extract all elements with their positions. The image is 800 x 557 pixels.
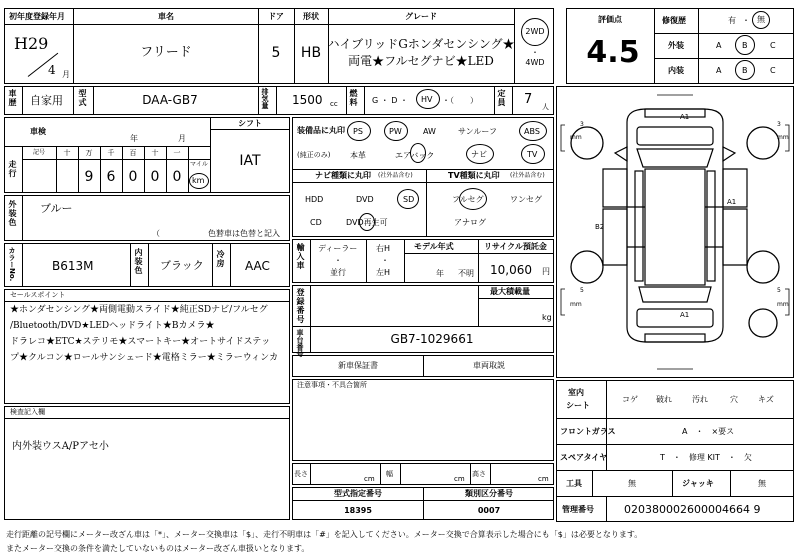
type-no-value: 18395 — [344, 506, 372, 515]
displacement-value: 1500 — [292, 93, 323, 107]
color-label: 外装色 — [8, 200, 17, 227]
model-year-unit: 年 — [436, 269, 444, 278]
spare-wheel — [749, 309, 777, 337]
diagram-a1-top: A1 — [680, 113, 690, 121]
interior-label: 内装 — [668, 66, 684, 75]
ac-value: AAC — [245, 259, 270, 273]
model-value: DAA-GB7 — [142, 93, 198, 107]
inspector-label: 検査記入欄 — [10, 408, 45, 416]
import-parallel: 並行 — [330, 268, 346, 277]
grade-line2: 両電★フルセグナビ★LED — [348, 54, 494, 68]
right-door-rear — [723, 209, 747, 265]
sales-label: セールスポイント — [10, 291, 66, 299]
shaken-label: 車検 — [30, 127, 46, 136]
fuel-options: G ・ D ・ — [372, 96, 408, 105]
wheel-front-right — [747, 127, 779, 159]
model-label: 型式 — [78, 89, 87, 107]
import-dot: ・ — [334, 256, 342, 265]
sales-line-1: ★ホンダセンシング★両側電動スライド★純正SDナビ/フルセグ — [10, 305, 268, 315]
displacement-label: 排気量 — [261, 88, 269, 109]
exterior-grade-a: A — [716, 41, 722, 50]
wheel-rear-left — [571, 251, 603, 283]
month-value: 4 — [48, 63, 56, 77]
color-note: 色替車は色替と記入 — [208, 229, 280, 238]
color-code-label: カラーNo. — [8, 247, 16, 282]
wheel-front-left — [571, 127, 603, 159]
height-label: 高さ — [472, 470, 486, 478]
grade-label: グレード — [405, 12, 437, 21]
car-body-outline — [627, 109, 723, 342]
navi-sd: SD — [403, 195, 415, 204]
import-dot-2: ・ — [381, 256, 389, 265]
type-no-label: 型式指定番号 — [334, 489, 382, 498]
shaken-month-unit: 月 — [178, 134, 186, 143]
bracket-3-left: 3 — [580, 121, 584, 128]
warranty-label: 新車保証書 — [338, 361, 378, 370]
capacity-label: 定員 — [497, 89, 506, 107]
length-label: 長さ — [294, 470, 308, 478]
diagram-a1-bottom: A1 — [680, 311, 690, 319]
digit-label-4: 百 — [129, 149, 137, 157]
usage-value: 自家用 — [30, 94, 63, 107]
equip-pw: PW — [389, 127, 402, 136]
recycle-value: 10,060 — [490, 263, 532, 277]
tools-value: 無 — [628, 479, 636, 488]
windshield — [637, 149, 713, 167]
tools-label: 工具 — [566, 479, 582, 488]
right-mirror — [723, 147, 735, 161]
navi-dvd-play: DVD再生可 — [346, 218, 388, 227]
tv-analog: アナログ — [454, 218, 486, 227]
bracket-3-right: 3 — [777, 121, 781, 128]
sales-line-2: /Bluetooth/DVD★LEDヘッドライト★Bカメラ★ — [10, 321, 215, 331]
interior-color-value: ブラック — [160, 259, 204, 272]
equip-tv: TV — [527, 150, 538, 159]
import-label: 輸入車 — [296, 243, 305, 270]
recycle-label: リサイクル預託金 — [484, 242, 547, 251]
recycle-yen: 円 — [542, 267, 550, 276]
era-year: H29 — [14, 34, 49, 53]
digit-label-2: 万 — [85, 149, 93, 157]
exterior-grade-b: B — [742, 41, 748, 50]
footer-line-2: またメーター交換の条件を満たしていないものはメーター改ざん車扱いとなります。 — [6, 544, 310, 553]
tv-fullseg: フルセグ — [452, 195, 484, 204]
class-no-value: 0007 — [477, 506, 501, 515]
car-diagram — [557, 87, 793, 377]
color-code-value: B613M — [52, 259, 94, 273]
front-panel — [637, 127, 713, 145]
interior-grade-a: A — [716, 66, 722, 75]
max-load-kg: kg — [542, 313, 552, 322]
width-unit: cm — [454, 475, 465, 483]
jack-label: ジャッキ — [682, 479, 714, 488]
front-bumper — [645, 109, 705, 117]
rear-bumper — [645, 334, 705, 342]
mileage-digit-4: 0 — [128, 169, 138, 185]
diagram-a1-side: A1 — [727, 198, 737, 206]
chassis-label: 車台番号 — [296, 329, 304, 357]
bracket-mm-left-2: mm — [570, 301, 582, 308]
height-unit: cm — [538, 475, 549, 483]
width-label: 幅 — [386, 470, 393, 478]
bracket-mm-right: mm — [777, 134, 789, 141]
bracket-5-left: 5 — [580, 287, 584, 294]
car-name-label: 車名 — [158, 12, 174, 21]
exterior-grade-c: C — [770, 41, 776, 50]
model-year-label: モデル年式 — [414, 242, 454, 251]
usage-label: 車歴 — [8, 89, 17, 107]
import-right-h: 右H — [376, 244, 391, 253]
equip-aw: AW — [423, 127, 436, 136]
inspector-box — [4, 406, 290, 520]
first-reg-label: 初年度登録年月 — [9, 12, 65, 21]
control-value: 020380002600004664 9 — [624, 503, 761, 516]
left-door-rear — [603, 209, 627, 265]
equipment-subtitle: (純正のみ) — [297, 151, 331, 159]
wheel-rear-right — [747, 251, 779, 283]
sales-line-3: ドラレコ★ETC★ステリモ★スマートキー★オートサイドステッ — [10, 337, 271, 347]
seat-opt-4: 穴 — [730, 395, 738, 404]
length-unit: cm — [364, 475, 375, 483]
diagram-b2: B2 — [595, 223, 605, 231]
digit-label-6: 一 — [173, 149, 181, 157]
shape-label: 形状 — [303, 12, 319, 21]
seat-opt-1: コゲ — [622, 395, 638, 404]
dims-box — [292, 463, 554, 485]
left-door-front — [603, 169, 627, 207]
color-value: ブルー — [40, 202, 73, 215]
grade-line1: ハイブリッドGホンダセンシング★ — [327, 37, 515, 51]
navi-dvd: DVD — [356, 195, 374, 204]
bracket-mm-right-2: mm — [777, 301, 789, 308]
fuel-selected: HV — [421, 95, 433, 104]
seat-opt-2: 破れ — [656, 395, 672, 404]
right-rocker — [707, 171, 715, 281]
interior-grade-b: B — [742, 66, 748, 75]
digit-label-5: 十 — [151, 149, 159, 157]
digit-label-1: 十 — [63, 149, 71, 157]
mileage-digit-3: 6 — [106, 169, 116, 185]
glass-options: A ・ ×要ス — [682, 427, 735, 436]
interior-color-label: 内装色 — [134, 248, 143, 275]
left-rocker — [635, 171, 643, 281]
spare-options: T ・ 修理 KIT ・ 欠 — [660, 453, 752, 462]
equip-navi: ナビ — [471, 150, 487, 159]
navi-sub: (社外品含む) — [378, 172, 413, 179]
footer-line-1: 走行距離の記号欄にメーター改ざん車は「*」、メーター交換車は「$」、走行不明車は「#」を記入してください。メーター交換で合算表示した場合にも「$」は必要となります。 — [6, 530, 643, 539]
interior-grade-c: C — [770, 66, 776, 75]
rear-panel — [637, 309, 713, 327]
doors-label: ドア — [268, 12, 284, 21]
seat-opt-5: キズ — [758, 395, 774, 404]
capacity-value: 7 — [524, 92, 533, 107]
class-no-label: 類別区分番号 — [465, 489, 513, 498]
fuel-label: 燃料 — [349, 89, 358, 107]
mileage-digit-2: 9 — [84, 169, 94, 185]
shift-label: シフト — [238, 119, 262, 128]
doors-value: 5 — [271, 45, 281, 61]
navi-hdd: HDD — [305, 195, 324, 204]
tv-title: TV種類に丸印 — [448, 171, 500, 180]
shape-value: HB — [300, 45, 322, 61]
mileage-digit-5: 0 — [150, 169, 160, 185]
equip-abs: ABS — [524, 127, 540, 136]
max-load-label: 最大積載量 — [490, 287, 530, 296]
import-left-h: 左H — [376, 268, 391, 277]
chassis-value: GB7-1029661 — [390, 332, 474, 346]
equip-leather: 本革 — [350, 151, 366, 160]
mileage-mark-label: 記号 — [32, 149, 46, 156]
sales-line-4: プ★クルコン★ロールサンシェード★電格ミラー★ミラーウィンカ — [10, 353, 279, 363]
car-name: フリード — [140, 45, 192, 60]
ac-label: 冷房 — [216, 250, 225, 268]
spare-label: スペアタイヤ — [560, 453, 608, 462]
inspector-text: 内外装ウスA/Pアセ小 — [12, 441, 109, 452]
registration-label: 登録番号 — [296, 288, 305, 324]
manual-label: 車両取説 — [473, 361, 505, 370]
repair-yes: 有 — [728, 16, 736, 25]
repair-label: 修復歴 — [662, 16, 686, 25]
color-note-paren: （ ） — [152, 229, 224, 238]
km-label: km — [192, 176, 205, 185]
drive-2wd: 2WD — [525, 27, 545, 36]
tv-sub: (社外品含む) — [510, 172, 545, 179]
capacity-unit: 人 — [542, 103, 549, 111]
drive-4wd: 4WD — [525, 58, 545, 67]
bracket-mm-left: mm — [570, 134, 582, 141]
score-label: 評価点 — [598, 15, 622, 24]
glass-label: フロントガラス — [560, 427, 616, 436]
tv-oneseg: ワンセグ — [510, 195, 542, 204]
mile-label: マイル — [190, 161, 208, 168]
fuel-paren: ・（ ） — [442, 96, 478, 105]
notes-label: 注意事項・不具合箇所 — [297, 381, 367, 389]
seat-opt-3: 汚れ — [692, 395, 708, 404]
mileage-digit-6: 0 — [172, 169, 182, 185]
navi-title: ナビ種類に丸印 — [315, 171, 371, 180]
import-dealer: ディーラー — [318, 244, 358, 253]
shaken-year-unit: 年 — [130, 134, 138, 143]
model-year-unknown: 不明 — [458, 269, 474, 278]
rear-window — [639, 287, 711, 302]
roof — [645, 169, 705, 285]
notes-box — [292, 379, 554, 461]
equip-ps: PS — [353, 127, 363, 136]
control-label: 管理番号 — [562, 505, 594, 514]
score-value: 4.5 — [586, 35, 640, 70]
displacement-unit: cc — [330, 100, 338, 108]
month-unit: 月 — [62, 70, 70, 79]
exterior-label: 外装 — [668, 41, 684, 50]
seat-label-1: 室内 — [568, 388, 584, 397]
equip-sunroof: サンルーフ — [458, 127, 497, 136]
shift-value: IAT — [239, 153, 261, 169]
drive-dot: ・ — [531, 48, 539, 57]
bracket-5-right: 5 — [777, 287, 781, 294]
repair-no: 無 — [757, 15, 765, 24]
equip-airbag: エアバック — [395, 151, 435, 160]
jack-value: 無 — [758, 479, 766, 488]
digit-label-3: 千 — [107, 149, 115, 157]
navi-cd: CD — [310, 218, 322, 227]
seat-label-2: シート — [566, 401, 590, 410]
left-mirror — [615, 147, 627, 161]
equipment-title: 装備品に丸印 — [297, 126, 345, 135]
mileage-label: 走行 — [8, 160, 17, 178]
